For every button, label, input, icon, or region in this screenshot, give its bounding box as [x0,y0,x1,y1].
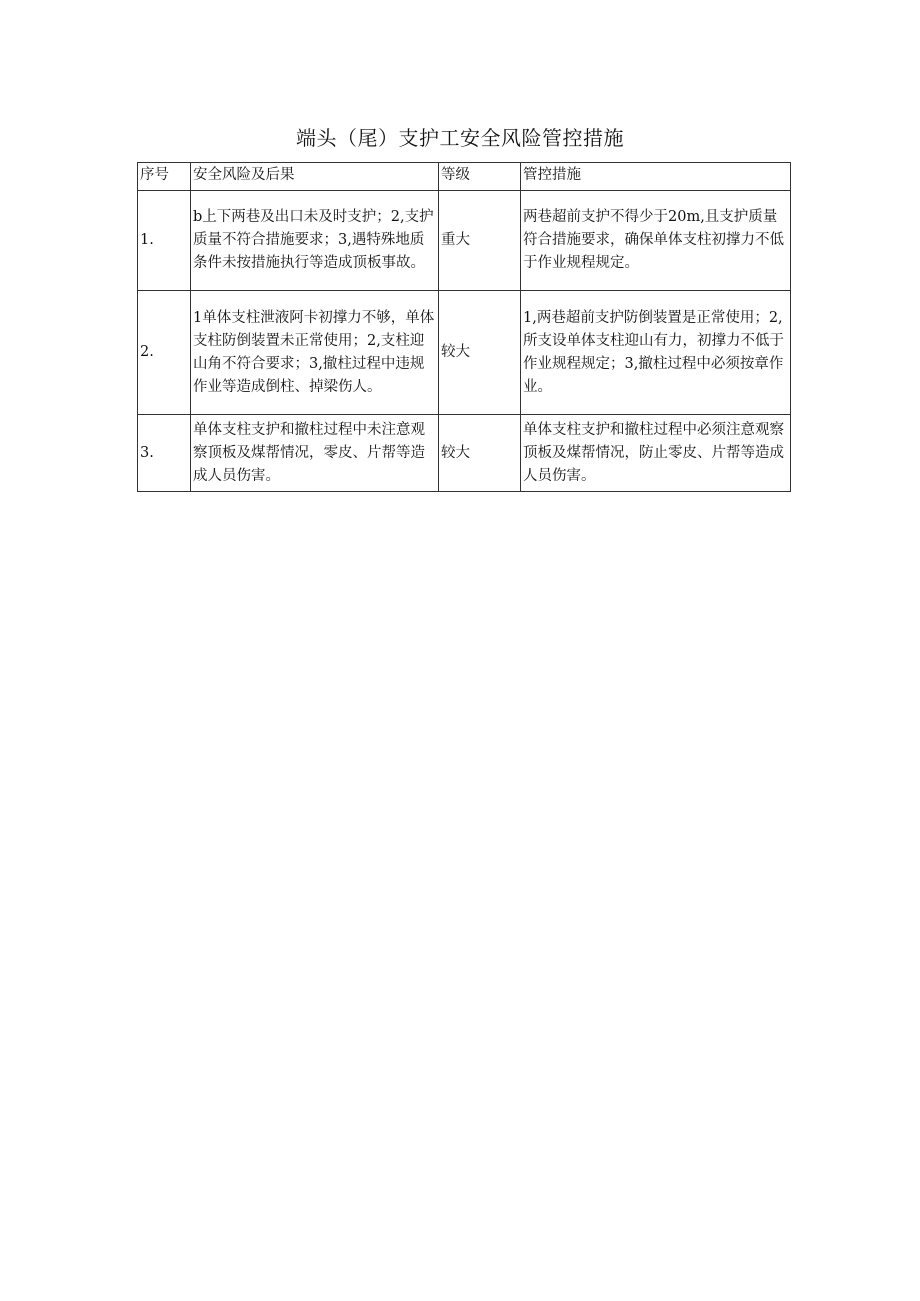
header-level: 等级 [439,163,521,191]
row-serial-number: 1. [138,191,191,291]
row-measure-text: 单体支柱支护和撤柱过程中必须注意观察顶板及煤帮情况，防止零皮、片帮等造成人员伤害。 [521,415,791,492]
row-level: 较大 [439,415,521,492]
header-risk-consequence: 安全风险及后果 [191,163,439,191]
page-title: 端头（尾）支护工安全风险管控措施 [296,126,624,150]
row-serial-number: 3. [138,415,191,492]
row-level: 重大 [439,191,521,291]
table-row [138,291,791,415]
row-serial-number: 2. [138,291,191,415]
table-row [138,415,791,492]
row-level: 较大 [439,291,521,415]
header-control-measures: 管控措施 [521,163,791,191]
row-measure-text: 两巷超前支护不得少于20m,且支护质量符合措施要求，确保单体支柱初撑力不低于作业规程规定。 [521,191,791,291]
risk-control-table [137,162,791,492]
header-serial-number: 序号 [138,163,191,191]
row-measure-text: 1,两巷超前支护防倒装置是正常使用；2,所支设单体支柱迎山有力，初撑力不低于作业规程规定；3,撤柱过程中必须按章作业。 [521,291,791,415]
table-row [138,191,791,291]
row-risk-text: 单体支柱支护和撤柱过程中未注意观察顶板及煤帮情况，零皮、片帮等造成人员伤害。 [191,415,439,492]
table-header-row [138,163,791,191]
row-risk-text: 1单体支柱泄液阿卡初撑力不够，单体支柱防倒装置未正常使用；2,支柱迎山角不符合要求；3,撤柱过程中违规作业等造成倒柱、掉梁伤人。 [191,291,439,415]
row-risk-text: b上下两巷及出口未及时支护；2,支护质量不符合措施要求；3,遇特殊地质条件未按措施执行等造成顶板事故。 [191,191,439,291]
